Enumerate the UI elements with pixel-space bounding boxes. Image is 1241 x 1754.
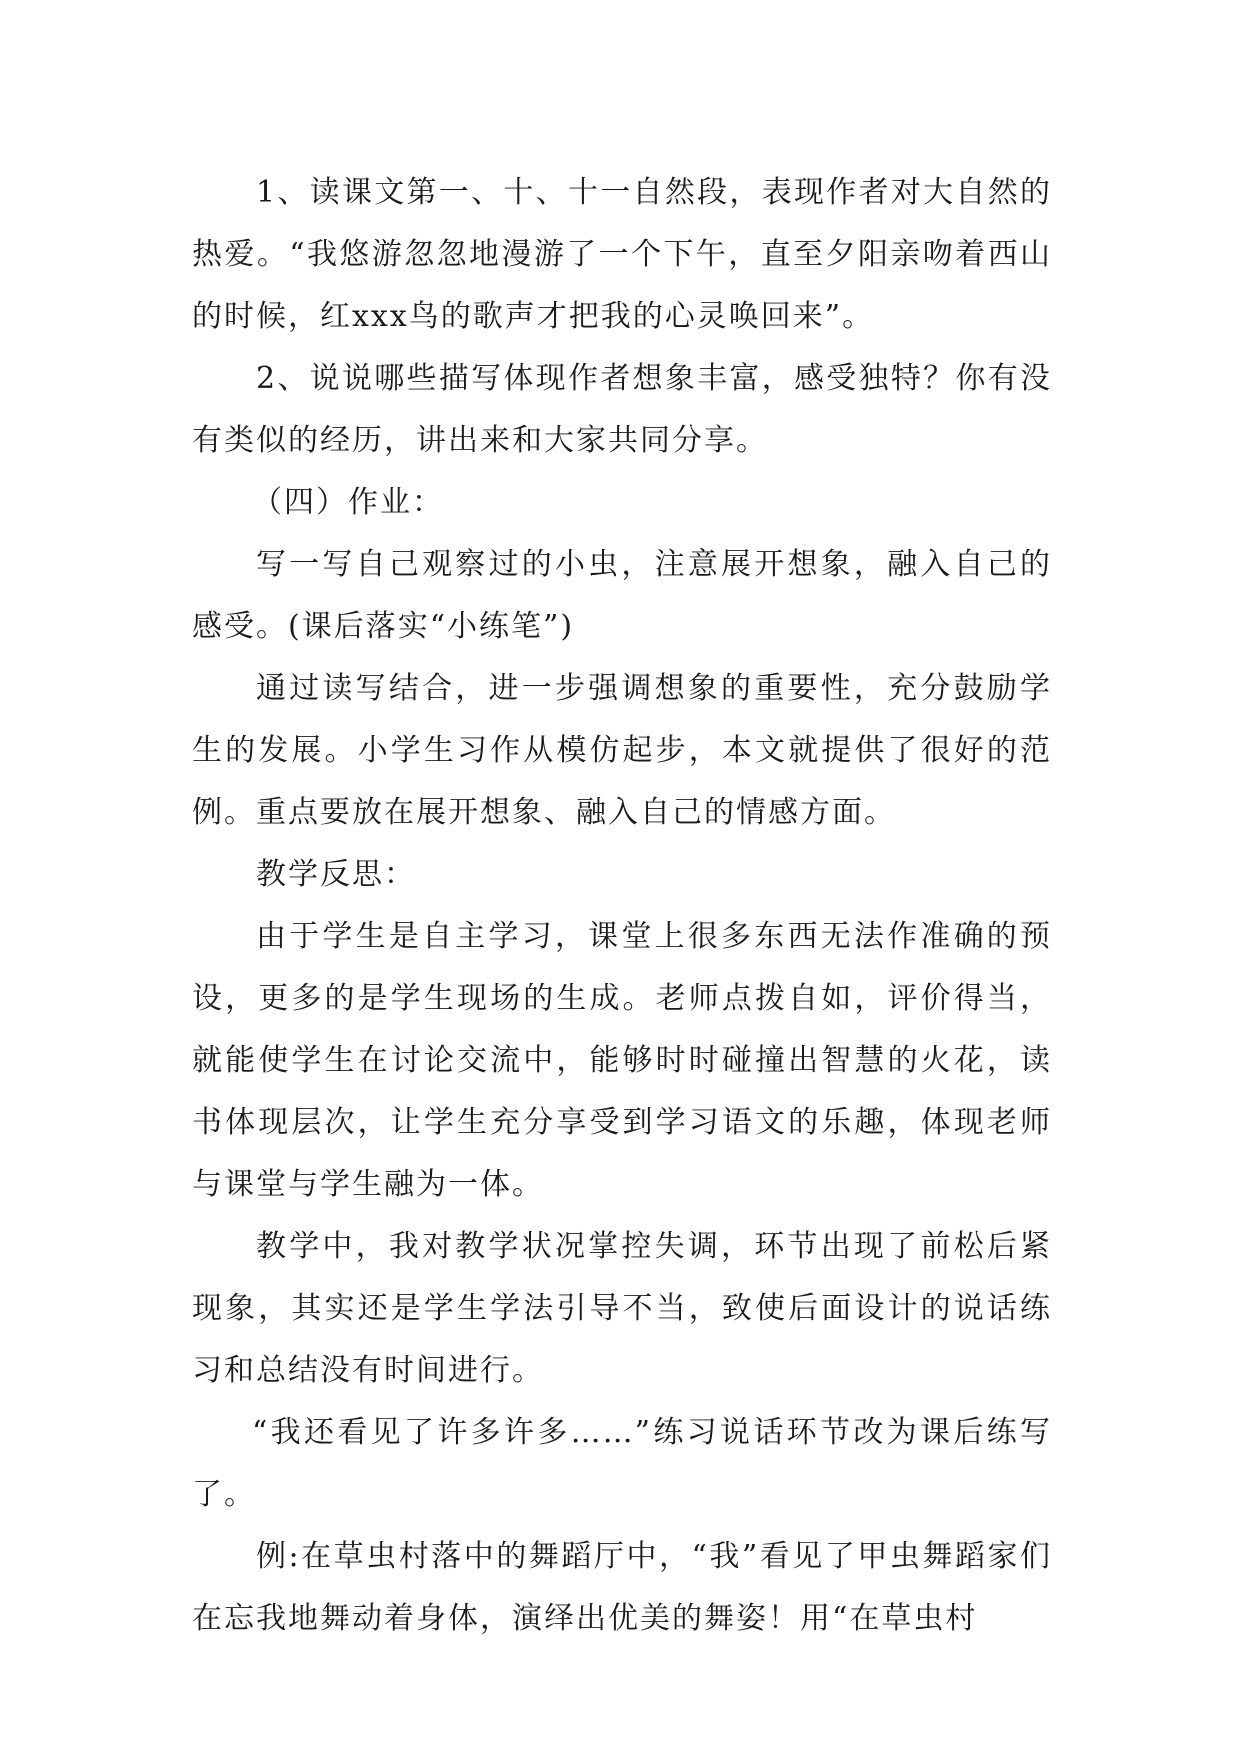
paragraph-reading-task: 1、读课文第一、十、十一自然段，表现作者对大自然的热爱。“我悠游忽忽地漫游了一个下午，直至夕阳亲吻着西山的时候，红xxx鸟的歌声才把我的心灵唤回来”。	[192, 175, 1052, 334]
paragraph-reflection-1: 由于学生是自主学习，课堂上很多东西无法作准确的预设，更多的是学生现场的生成。老师点拨自如，评价得当，就能使学生在讨论交流中，能够时时碰撞出智慧的火花，读书体现层次，让学生充分享受到学习语文的乐趣，体现老师与课堂与学生融为一体。	[192, 919, 1052, 1202]
section-heading-reflection: 教学反思：	[256, 857, 416, 892]
paragraph-homework: 写一写自己观察过的小虫，注意展开想象，融入自己的感受。(课后落实“小练笔”)	[192, 547, 1052, 644]
document-body	[192, 162, 1052, 1650]
paragraph-example: 例:在草虫村落中的舞蹈厅中，“我”看见了甲虫舞蹈家们在忘我地舞动着身体，演绎出优美的舞姿！用“在草虫村	[192, 1539, 1052, 1636]
paragraph-reflection-3: “我还看见了许多许多……”练习说话环节改为课后练写了。	[192, 1415, 1052, 1512]
paragraph-discussion-task: 2、说说哪些描写体现作者想象丰富，感受独特？你有没有类似的经历，讲出来和大家共同分享。	[192, 361, 1052, 458]
paragraph-homework-rationale: 通过读写结合，进一步强调想象的重要性，充分鼓励学生的发展。小学生习作从模仿起步，本文就提供了很好的范例。重点要放在展开想象、融入自己的情感方面。	[192, 671, 1052, 830]
paragraph-reflection-2: 教学中，我对教学状况掌控失调，环节出现了前松后紧现象，其实还是学生学法引导不当，致使后面设计的说话练习和总结没有时间进行。	[192, 1229, 1052, 1388]
section-heading-homework: （四）作业：	[252, 485, 444, 520]
